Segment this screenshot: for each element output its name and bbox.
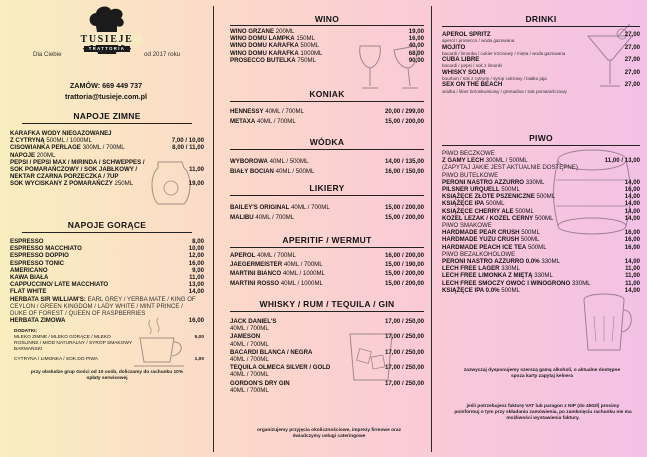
list-item: PEPSI / PEPSI MAX / MIRINDA / SCHWEPPES / SOK POMARAŃCZOWY / SOK JABŁKOWY / NEKTAR CZARNA PORZECZKA / 7UP 11,00: [10, 158, 204, 181]
column-cold-hot: [0, 0, 212, 457]
section-liqueurs: [230, 182, 424, 221]
subsection-draft: PIWO BECZKOWE: [442, 150, 495, 157]
list-item: ESPRESSO TONIC 16,00: [10, 259, 204, 267]
section-title: WHISKY / RUM / TEQUILA / GIN: [259, 299, 395, 309]
list-item: HERBATA ZIMOWA 16,00: [10, 317, 204, 325]
item-description: wódka / likier brzoskwiniowy / grenadina / sok pomarańczowy: [442, 88, 567, 94]
section-title: APERITIF / WERMUT: [282, 235, 372, 245]
coffee-cup-icon: [128, 314, 192, 374]
jug-icon: [148, 154, 194, 212]
list-item: KAWA BIAŁA 11,00: [10, 274, 204, 282]
list-item: LECH FREE LAGER 330ML 11,00: [442, 265, 640, 273]
list-item: KSIĄŻĘCE CHERRY ALE 500ML 14,00: [442, 207, 640, 215]
section-title: PIWO: [529, 133, 553, 143]
list-item: KSIĄŻĘCE IPA 0.0% 500ML 14,00: [442, 286, 640, 294]
subsection-non-alcoholic: PIWO BEZALKOHOLOWE: [442, 250, 516, 258]
vat-invoice-note: jeśli potrzebujesz fakturę VAT lub paragon z NIP (do 450zł) prosimy poinformuj o tym przy składaniu zamówienia, po zamknięciu rachunku nie ma możliwości wystawienia faktury.: [454, 404, 632, 421]
list-item: PERONI NASTRO AZZURRO 330ML 14,00: [442, 178, 640, 186]
section-vodka: [230, 136, 424, 175]
divider: [230, 101, 424, 102]
list-item: SOK WYCISKANY Z POMARAŃCZY 250ML 19,00: [10, 180, 204, 188]
list-item: LECH FREE SMOCZY OWOC I WINOGRONO 330ML 11,00: [442, 279, 640, 287]
list-item: HARDMADE YUZU CRUSH 500ML 16,00: [442, 236, 640, 244]
divider: [230, 25, 424, 26]
list-item: METAXA 40ML / 700ML 15,00 / 200,00: [230, 118, 424, 126]
list-item: WINO GRZANE 200ML 19,00: [230, 28, 424, 35]
column-drinks-beer: [432, 0, 647, 457]
list-item: WYBOROWA 40ML / 500ML 14,00 / 135,00: [230, 158, 424, 165]
list-item: PROSECCO BUTELKA 750ML 90,00: [230, 56, 424, 64]
list-item: CAPPUCCINO/ LATE MACCHIATO 13,00: [10, 281, 204, 289]
item-description: bacardi / pepsi / sok z limonki: [442, 63, 502, 69]
list-item: HENNESSY 40ML / 700ML 20,00 / 299,00: [230, 108, 424, 115]
alcohol-availability-note: zazwyczaj dysponujemy szerszą gamą alkoholi, o aktualne dostępne spoza karty zapytaj kelnera: [463, 368, 621, 379]
list-item: WHISKY SOUR 27,00: [442, 68, 640, 76]
list-item: MARTINI BIANCO 40ML / 1000ML 15,00 / 200,00: [230, 270, 424, 278]
section-title: NAPOJE GORĄCE: [67, 220, 147, 230]
list-item: GORDON'S DRY GIN 40ML / 700ML 17,00 / 250,00: [230, 379, 424, 394]
tagline-left: Dla Ciebie: [33, 51, 62, 58]
list-item: BACARDI BLANCA / NEGRA 40ML / 700ML 17,00 / 250,00: [230, 348, 424, 364]
list-item: HERBATA SIR WILLIAM'S: EARL GREY / YERBA MATE / KING OF CEYLON / GREEN KINGDOM / LADY WHITE / MINT PRINCE / DUKE OF FOREST / QUEEN OF RASPBERRIES: [10, 295, 196, 318]
catering-note: organizujemy przyjęcia okolicznościowe, imprezy firmowe oraz świadczymy usługi cateringowe: [257, 428, 401, 439]
list-item: ESPRESSO 8,00: [10, 238, 204, 245]
brand-name: TUSIEJE: [72, 34, 142, 45]
column-spirits: [214, 0, 430, 457]
list-item: HARDMADE PEACH ICE TEA 500ML 16,00: [442, 243, 640, 251]
cocktail-glass-icon: [582, 22, 638, 92]
section-title: DRINKI: [525, 14, 557, 24]
section-title: KONIAK: [309, 89, 345, 99]
tagline-right: od 2017 roku: [144, 51, 181, 58]
subsection-flavoured: PIWO SMAKOWE: [442, 222, 492, 230]
email-link[interactable]: trattoria@tusieje.com.pl: [64, 92, 148, 101]
list-item: MARTINI ROSSO 40ML / 1000ML 15,00 / 200,00: [230, 279, 424, 287]
list-item: AMERICANO 9,00: [10, 266, 204, 274]
divider: [230, 247, 424, 248]
item-description: bacardi / limonka / cukier trzcinowy / mięta / woda gazowana: [442, 50, 566, 56]
brand-subtitle: TRATTORIA: [84, 46, 130, 52]
list-item: MOJITO 27,00: [442, 43, 640, 51]
extras-title: DODATKI:: [14, 329, 38, 335]
wine-glasses-icon: [354, 40, 424, 94]
list-item: TEQUILA OLMECA SILVER / GOLD 40ML / 700ML 17,00 / 250,00: [230, 364, 424, 379]
list-item: BAILEY'S ORIGINAL 40ML / 700ML 15,00 / 200,00: [230, 204, 424, 211]
list-item: JAMESON 40ML / 700ML 17,00 / 250,00: [230, 333, 424, 348]
divider: [22, 123, 192, 124]
list-item: KSIĄŻĘCE IPA 500ML 14,00: [442, 200, 640, 208]
list-item: WINO DOMU LAMPKA 150ML 16,00: [230, 35, 424, 43]
list-item: LECH FREE LIMONKA Z MIĘTĄ 330ML 11,00: [442, 272, 640, 280]
list-item: KSIĄŻĘCE ZŁOTE PSZENICZNE 500ML 14,00: [442, 193, 640, 201]
subsection-bottled: PIWO BUTELKOWE: [442, 171, 499, 179]
list-item: BIAŁY BOCIAN 40ML / 500ML 16,00 / 150,00: [230, 168, 424, 176]
divider: [230, 149, 424, 150]
section-title: LIKIERY: [309, 183, 345, 193]
divider: [230, 195, 424, 196]
list-item: ESPRESSO MACCHIATO 10,00: [10, 245, 204, 253]
list-item: APEROL SPRITZ 27,00: [442, 31, 640, 38]
list-item: CISOWIANKA PERLAGE 300ML / 700ML 8,00 / 11,00: [10, 144, 204, 152]
list-item: NAPOJE 200ML: [10, 151, 56, 159]
list-item: PERONI NASTRO AZZURRO 0.0% 330ML 14,00: [442, 258, 640, 266]
list-item: ESPRESSO DOPPIO 12,00: [10, 252, 204, 260]
list-item: WINO DOMU KARAFKA 1000ML 68,00: [230, 49, 424, 57]
list-item: JACK DANIEL'S 40ML / 700ML 17,00 / 250,00: [230, 318, 424, 333]
whisky-glass-icon: [342, 326, 400, 386]
lemon-extra: CYTRYNA / LIMONKA / SOK DO PIWA 1,00: [14, 357, 204, 363]
divider: [22, 232, 192, 233]
list-item: CUBA LIBRE 27,00: [442, 56, 640, 64]
section-aperitif: [230, 234, 424, 287]
beer-barrel-icon: [548, 146, 636, 236]
list-item: Z GAMY LECH 300ML / 500ML 11,00 / 13,00: [442, 157, 640, 165]
divider: [230, 311, 424, 312]
list-item: PILSNER URQUELL 500ML 16,00: [442, 186, 640, 194]
phone-number[interactable]: ZAMÓW: 669 449 737: [69, 81, 143, 90]
service-note: przy obsłudze grup Gości od 10 osób, doliczamy do rachunku 10% opłaty serwisowej: [30, 370, 184, 382]
list-item: KOZEL LEZAK / KOZEL CERNY 500ML 14,00: [442, 214, 640, 222]
beer-glass-icon: [574, 286, 636, 356]
list-item: HARDMADE PEAR CRUSH 500ML 16,00: [442, 229, 640, 237]
item-description: bourbon / sok z cytryny / syrop cukrowy / białko jaja: [442, 76, 547, 82]
draft-availability-note: (ZAPYTAJ JAKIE JEST AKTUALNIE DOSTĘPNE): [442, 164, 578, 172]
list-item: MALIBU 40ML / 700ML 15,00 / 200,00: [230, 214, 424, 222]
item-description: aperol / prosecco / woda gazowana: [442, 38, 515, 44]
section-title: WINO: [314, 14, 340, 24]
list-item: WINO DOMU KARAFKA 500ML 40,00: [230, 42, 424, 50]
section-title: WÓDKA: [309, 137, 345, 147]
list-item: SEX ON THE BEACH 27,00: [442, 81, 640, 89]
list-item: KARAFKA WODY NIEGAZOWANEJ: [10, 130, 112, 137]
list-item: APEROL 40ML / 700ML 16,00 / 200,00: [230, 252, 424, 259]
list-item: Z CYTRYNĄ 500ML / 1000ML 7,00 / 10,00: [10, 137, 204, 145]
list-item: JAEGERMEISTER 40ML / 700ML 15,00 / 190,00: [230, 261, 424, 269]
list-item: FLAT WHITE 14,00: [10, 288, 204, 296]
section-title: NAPOJE ZIMNE: [73, 111, 141, 121]
extras-list: MLEKO ZIMNE / MLEKO GORĄCE / MLEKO ROŚLINNE / MIÓD NATURALNY / SYROP SMAKOWY BARMAŃSKI 5,00: [14, 335, 204, 353]
